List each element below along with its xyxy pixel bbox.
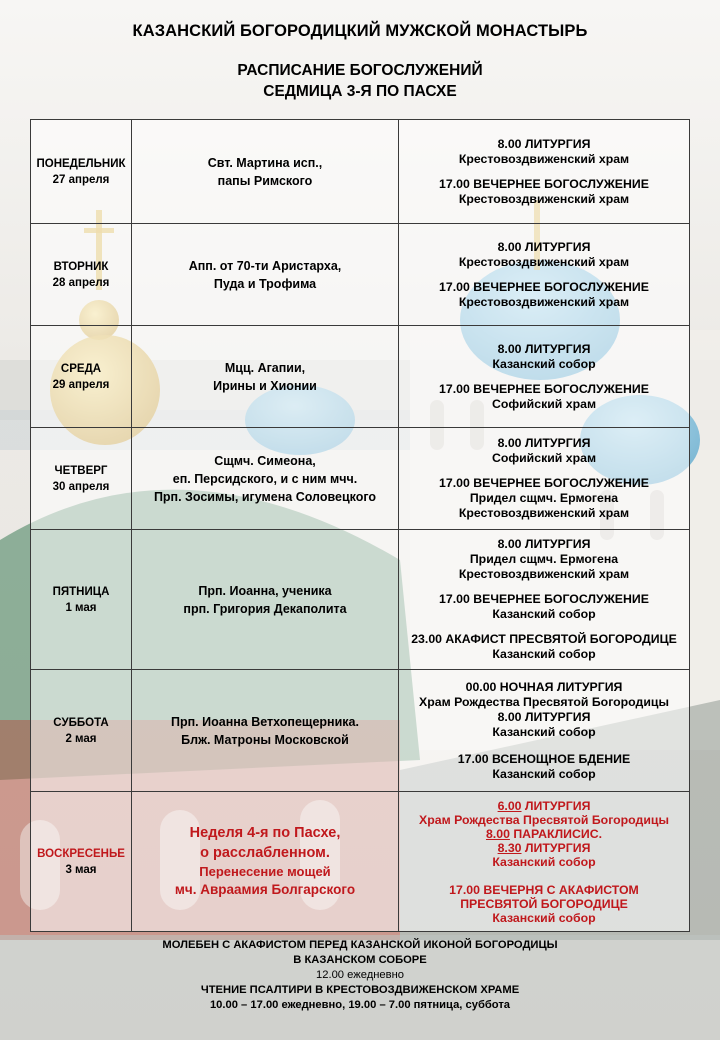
services-cell — [399, 224, 690, 326]
service-name: ЛИТУРГИЯ — [521, 798, 591, 813]
service-place: Казанский собор — [492, 607, 596, 621]
saint-cell — [132, 428, 399, 530]
table-row — [31, 670, 690, 792]
day-date: 28 апреля — [52, 276, 110, 289]
saint-line: папы Римского — [217, 173, 313, 188]
saint-line: Сщмч. Симеона, — [214, 453, 316, 468]
service-title: 00.00 НОЧНАЯ ЛИТУРГИЯ — [465, 679, 623, 694]
service-place: Храм Рождества Пресвятой Богородицы — [419, 812, 669, 827]
service-place: Придел сщмч. Ермогена — [469, 552, 619, 566]
service-name: ПАРАКЛИСИС. — [509, 826, 603, 841]
table-row — [31, 428, 690, 530]
saint-cell — [132, 120, 399, 224]
service-place: Казанский собор — [492, 356, 596, 371]
footer-line: 10.00 – 17.00 ежедневно, 19.00 – 7.00 пятница, суббота — [209, 999, 511, 1011]
service-place: Крестовоздвиженский храм — [458, 191, 630, 206]
footer-line: В КАЗАНСКОМ СОБОРЕ — [293, 954, 427, 966]
footer-line: 12.00 ежедневно — [316, 969, 404, 981]
saint-cell — [132, 326, 399, 428]
day-name: ВТОРНИК — [53, 260, 109, 273]
service-place: Казанский собор — [492, 766, 596, 781]
day-cell — [31, 428, 132, 530]
saint-line: Свт. Мартина исп., — [207, 155, 323, 170]
service-title — [401, 799, 687, 813]
service-item — [401, 752, 687, 782]
service-place: Крестовоздвиженский храм — [458, 151, 630, 166]
services-cell — [399, 120, 690, 224]
service-item — [401, 280, 687, 310]
service-item — [401, 476, 687, 521]
service-title: 17.00 ВСЕНОЩНОЕ БДЕНИЕ — [457, 751, 631, 766]
saint-line: Пуда и Трофима — [213, 276, 317, 291]
service-place: Софийский храм — [491, 451, 597, 465]
service-item — [401, 342, 687, 372]
service-item — [401, 883, 687, 925]
day-name: СУББОТА — [53, 716, 109, 729]
day-cell — [31, 224, 132, 326]
feast-sub-line: мч. Авраамия Болгарского — [174, 882, 356, 897]
service-place: Крестовоздвиженский храм — [458, 567, 630, 581]
saint-line: Прп. Иоанна Ветхопещерника. — [171, 714, 359, 729]
table-row-sunday — [31, 792, 690, 932]
service-title: 8.00 ЛИТУРГИЯ — [497, 136, 591, 151]
footer-line: МОЛЕБЕН С АКАФИСТОМ ПЕРЕД КАЗАНСКОЙ ИКОНОЙ БОГОРОДИЦЫ — [162, 939, 558, 951]
table-row — [31, 224, 690, 326]
day-name: ВОСКРЕСЕНЬЕ — [37, 847, 125, 860]
schedule-title-line1: РАСПИСАНИЕ БОГОСЛУЖЕНИЙ — [237, 62, 483, 79]
service-time: 8.30 — [497, 840, 522, 855]
saint-line: Прп. Зосимы, игумена Соловецкого — [153, 489, 377, 504]
service-place: Крестовоздвиженский храм — [458, 294, 630, 309]
saint-line: Прп. Иоанна, ученика — [198, 583, 332, 598]
service-item — [401, 137, 687, 167]
day-name: СРЕДА — [60, 362, 102, 375]
service-place: Софийский храм — [491, 396, 597, 411]
service-place: Храм Рождества Пресвятой Богородицы — [419, 694, 669, 709]
saint-line: еп. Персидского, и с ним мчч. — [172, 471, 358, 486]
day-date: 29 апреля — [52, 378, 110, 391]
day-cell — [31, 326, 132, 428]
day-cell — [31, 670, 132, 792]
service-title — [401, 827, 687, 841]
day-cell — [31, 530, 132, 670]
day-date: 27 апреля — [52, 173, 110, 186]
service-title: ПРЕСВЯТОЙ БОГОРОДИЦЕ — [460, 896, 628, 911]
service-title: 17.00 ВЕЧЕРНЯ С АКАФИСТОМ — [449, 882, 639, 897]
service-place: Крестовоздвиженский храм — [458, 506, 630, 520]
saint-line: прп. Григория Декаполита — [183, 601, 347, 616]
service-time: 8.00 — [485, 826, 510, 841]
service-place: Казанский собор — [492, 724, 596, 739]
footer-line: ЧТЕНИЕ ПСАЛТИРИ В КРЕСТОВОЗДВИЖЕНСКОМ ХРАМЕ — [200, 984, 520, 996]
day-date: 30 апреля — [52, 480, 110, 493]
feast-title — [134, 823, 396, 863]
table-row — [31, 530, 690, 670]
schedule-title — [0, 60, 720, 102]
saint-line: Мцц. Агапии, — [224, 360, 306, 375]
feast-sub-line: Перенесение мощей — [199, 864, 331, 879]
service-title — [401, 841, 687, 855]
day-name: ПЯТНИЦА — [52, 585, 110, 598]
footer-notes — [0, 938, 720, 1013]
service-item — [401, 436, 687, 466]
service-title: 17.00 ВЕЧЕРНЕЕ БОГОСЛУЖЕНИЕ — [439, 381, 649, 396]
service-title: 17.00 ВЕЧЕРНЕЕ БОГОСЛУЖЕНИЕ — [439, 592, 649, 606]
service-time: 6.00 — [497, 798, 522, 813]
service-item — [401, 382, 687, 412]
saint-cell — [132, 670, 399, 792]
monastery-title: КАЗАНСКИЙ БОГОРОДИЦКИЙ МУЖСКОЙ МОНАСТЫРЬ — [132, 22, 588, 40]
service-title: 8.00 ЛИТУРГИЯ — [497, 709, 591, 724]
day-name: ПОНЕДЕЛЬНИК — [36, 157, 126, 170]
feast-line: Неделя 4-я по Пасхе, — [189, 825, 341, 841]
service-title: 8.00 ЛИТУРГИЯ — [497, 341, 591, 356]
service-title: 8.00 ЛИТУРГИЯ — [497, 537, 591, 551]
service-title: 8.00 ЛИТУРГИЯ — [497, 436, 591, 450]
saint-line: Ирины и Хионии — [213, 378, 317, 393]
service-place: Крестовоздвиженский храм — [458, 254, 630, 269]
day-cell — [31, 792, 132, 932]
service-name: ЛИТУРГИЯ — [521, 840, 591, 855]
services-cell — [399, 428, 690, 530]
service-title: 17.00 ВЕЧЕРНЕЕ БОГОСЛУЖЕНИЕ — [439, 279, 649, 294]
saint-cell — [132, 224, 399, 326]
service-item — [401, 240, 687, 270]
services-cell — [399, 326, 690, 428]
services-cell — [399, 792, 690, 932]
service-place: Казанский собор — [492, 647, 596, 661]
saint-line: Апп. от 70-ти Аристарха, — [188, 258, 342, 273]
saint-line: Блж. Матроны Московской — [181, 732, 349, 747]
service-title: 8.00 ЛИТУРГИЯ — [497, 239, 591, 254]
service-item — [401, 799, 687, 869]
table-row — [31, 326, 690, 428]
schedule-table — [30, 119, 690, 932]
services-cell — [399, 670, 690, 792]
day-date: 2 мая — [65, 732, 97, 745]
service-place: Казанский собор — [492, 910, 596, 925]
week-title: СЕДМИЦА 3-Я ПО ПАСХЕ — [263, 83, 457, 100]
service-item — [401, 177, 687, 207]
saint-cell — [132, 530, 399, 670]
day-date: 3 мая — [65, 863, 97, 876]
service-place: Казанский собор — [492, 854, 596, 869]
service-item — [401, 680, 687, 710]
day-cell — [31, 120, 132, 224]
service-item — [401, 537, 687, 582]
service-item — [401, 592, 687, 622]
feast-line: о расслабленном. — [200, 845, 330, 861]
service-place: Придел сщмч. Ермогена — [469, 491, 619, 505]
service-title: 23.00 АКАФИСТ ПРЕСВЯТОЙ БОГОРОДИЦЕ — [411, 632, 677, 646]
services-cell — [399, 530, 690, 670]
service-title: 17.00 ВЕЧЕРНЕЕ БОГОСЛУЖЕНИЕ — [439, 476, 649, 490]
table-row — [31, 120, 690, 224]
saint-cell — [132, 792, 399, 932]
day-date: 1 мая — [65, 601, 97, 614]
service-item — [401, 710, 687, 740]
feast-sub — [134, 863, 396, 900]
service-title: 17.00 ВЕЧЕРНЕЕ БОГОСЛУЖЕНИЕ — [439, 176, 649, 191]
day-name: ЧЕТВЕРГ — [54, 464, 108, 477]
service-item — [401, 632, 687, 662]
